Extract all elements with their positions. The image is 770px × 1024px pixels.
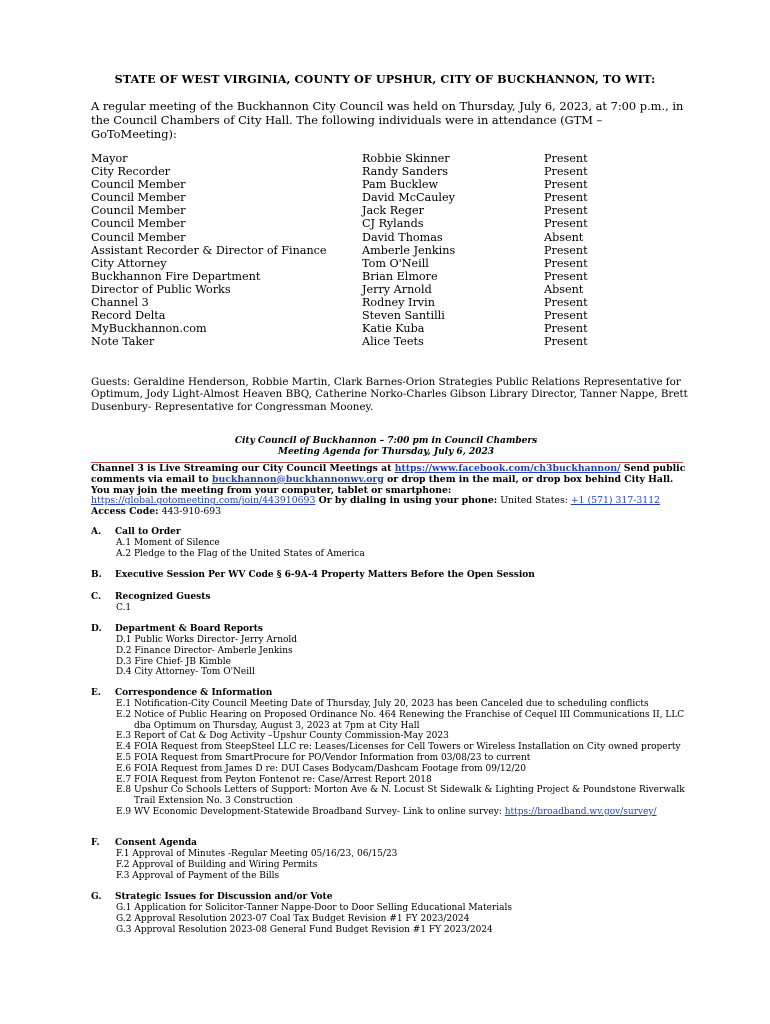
attendance-role: Buckhannon Fire Department (91, 269, 261, 283)
facebook-link[interactable]: https://www.facebook.com/ch3buckhannon/ (394, 463, 621, 474)
section-letter: G. (91, 892, 102, 902)
section-letter: D. (91, 624, 102, 634)
intro-paragraph: A regular meeting of the Buckhannon City Council was held on Thursday, July 6, 2023, at 7:00 p.m., in the Council Chambers of City Hall. The following individuals were in attendance (GTM – GoToMeeting): (91, 99, 684, 141)
section-title: Correspondence & Information (115, 688, 273, 698)
attendance-name: CJ Rylands (362, 217, 424, 231)
attendance-name: Jerry Arnold (362, 282, 432, 296)
agenda-section-e (91, 688, 691, 818)
attendance-status: Present (544, 256, 588, 270)
attendance-role: Council Member (91, 204, 186, 218)
agenda-item: E.6 FOIA Request from James D re: DUI Cases Bodycam/Dashcam Footage from 09/12/20 (116, 763, 526, 774)
attendance-status: Present (544, 269, 588, 283)
guests-paragraph: Guests: Geraldine Henderson, Robbie Martin, Clark Barnes-Orion Strategies Public Relations Representative for Optimum, Jody Light-Almost Heaven BBQ, Catherine Norko-Charles Gibson Library Director, Tanner Nappe, Brett Dusenbury- Representative for Congressman Mooney. (91, 376, 688, 413)
attendance-name: Katie Kuba (362, 322, 425, 336)
attendance-status: Present (544, 296, 588, 310)
section-title: Recognized Guests (115, 592, 211, 602)
stream-text: Channel 3 is Live Streaming our City Council Meetings at (91, 463, 395, 474)
stream-text: Send public comments via email to (91, 463, 686, 485)
stream-text: or drop them in the mail, or drop box behind City Hall. You may join the meeting from your computer, tablet or smartphone: (91, 473, 674, 496)
attendance-role: Council Member (91, 217, 186, 231)
attendance-name: Robbie Skinner (362, 152, 450, 165)
attendance-status: Present (544, 191, 588, 205)
agenda-item: G.1 Application for Solicitor-Tanner Nappe-Door to Door Selling Educational Materials (116, 903, 512, 913)
section-title: Strategic Issues for Discussion and/or Vote (115, 892, 333, 902)
agenda-item: G.3 Approval Resolution 2023-08 General Fund Budget Revision #1 FY 2023/2024 (116, 924, 493, 935)
section-title: Consent Agenda (115, 838, 198, 848)
gotomeeting-link[interactable]: https://global.gotomeeting.com/join/443910693 (91, 495, 316, 507)
attendance-name: Jack Reger (362, 204, 424, 218)
attendance-name: Tom O'Neill (362, 256, 429, 270)
attendance-role: Channel 3 (91, 296, 149, 310)
attendance-name: Rodney Irvin (362, 296, 435, 310)
access-code-value: 443-910-693 (158, 506, 222, 518)
attendance-status: Present (544, 178, 588, 192)
livestream-notice (91, 464, 691, 518)
attendance-status: Present (544, 152, 588, 165)
section-title: Department & Board Reports (115, 624, 263, 634)
phone-link[interactable]: +1 (571) 317-3112 (570, 495, 661, 507)
agenda-item: C.1 (116, 603, 132, 613)
email-link[interactable]: buckhannon@buckhannonwv.org (211, 473, 384, 485)
agenda-section-b (91, 570, 691, 581)
access-code-label: Access Code: (91, 506, 159, 518)
agenda-section-a (91, 527, 691, 560)
agenda-item: A.2 Pledge to the Flag of the United States of America (116, 548, 365, 559)
agenda-item: F.3 Approval of Payment of the Bills (116, 870, 280, 881)
attendance-role: Record Delta (91, 309, 166, 323)
attendance-status: Present (544, 204, 588, 218)
attendance-status: Absent (544, 230, 584, 244)
agenda-item: E.2 Notice of Public Hearing on Proposed Ordinance No. 464 Renewing the Franchise of Cequel III Communications II, LLC dba Optimum on Thursday, August 3, 2023 at 7pm at City Hall (116, 709, 685, 731)
agenda-item: D.2 Finance Director- Amberle Jenkins (116, 645, 293, 656)
attendance-name: Brian Elmore (362, 269, 438, 283)
attendance-role: MyBuckhannon.com (91, 322, 207, 336)
document-title: STATE OF WEST VIRGINIA, COUNTY OF UPSHUR, CITY OF BUCKHANNON, TO WIT: (114, 72, 656, 86)
agenda-section-c (91, 592, 691, 614)
attendance-role: Note Taker (91, 335, 155, 349)
agenda-item: E.5 FOIA Request from SmartProcure for PO/Vendor Information from 03/08/23 to current (116, 752, 531, 763)
attendance-roles-column (91, 152, 327, 348)
attendance-role: Director of Public Works (91, 282, 231, 296)
attendance-role: City Attorney (91, 256, 167, 270)
attendance-name: David Thomas (362, 230, 443, 244)
attendance-role: Council Member (91, 191, 186, 205)
section-letter: B. (91, 570, 102, 580)
section-letter: C. (91, 592, 102, 602)
section-title: Call to Order (115, 527, 181, 537)
agenda-item: E.7 FOIA Request from Peyton Fontenot re: Case/Arrest Report 2018 (116, 774, 432, 785)
section-letter: E. (91, 688, 101, 698)
agenda-item: A.1 Moment of Silence (116, 538, 220, 548)
agenda-item: D.3 Fire Chief- JB Kimble (116, 656, 231, 667)
attendance-role: Assistant Recorder & Director of Finance (91, 243, 327, 257)
broadband-survey-link[interactable]: https://broadband.wv.gov/survey/ (504, 806, 657, 817)
attendance-status: Present (544, 217, 588, 231)
agenda-item: E.1 Notification-City Council Meeting Date of Thursday, July 20, 2023 has been Canceled due to scheduling conflicts (116, 699, 649, 709)
section-title: Executive Session Per WV Code § 6-9A-4 Property Matters Before the Open Session (115, 570, 535, 580)
attendance-status: Present (544, 165, 588, 179)
section-letter: F. (91, 838, 100, 848)
attendance-role: Council Member (91, 178, 186, 192)
attendance-names-column (362, 152, 455, 348)
attendance-name: David McCauley (362, 191, 455, 205)
agenda-section-f (91, 838, 691, 881)
agenda-item-e9 (116, 807, 691, 818)
agenda-item: G.2 Approval Resolution 2023-07 Coal Tax Budget Revision #1 FY 2023/2024 (116, 913, 470, 924)
agenda-section-g (91, 892, 691, 935)
agenda-header (91, 436, 681, 458)
agenda-item: D.4 City Attorney- Tom O'Neill (116, 667, 255, 678)
attendance-name: Steven Santilli (362, 309, 445, 323)
attendance-status: Present (544, 335, 588, 349)
attendance-name: Pam Bucklew (362, 178, 439, 192)
attendance-name: Randy Sanders (362, 165, 449, 179)
agenda-section-d (91, 624, 691, 678)
stream-text: United States: (497, 495, 571, 507)
attendance-status-column (544, 152, 588, 348)
attendance-status: Present (544, 243, 588, 257)
agenda-header-line1: City Council of Buckhannon – 7:00 pm in Council Chambers (234, 436, 538, 446)
attendance-status: Absent (544, 282, 584, 296)
agenda-header-line2: Meeting Agenda for Thursday, July 6, 2023 (277, 447, 495, 457)
attendance-name: Amberle Jenkins (362, 243, 456, 257)
agenda-item: E.8 Upshur Co Schools Letters of Support: Morton Ave & N. Locust St Sidewalk & Lighting Project & Poundstone Riverwalk Trail Extension No. 3 Construction (116, 785, 685, 807)
agenda-item-text: E.9 WV Economic Development-Statewide Broadband Survey- Link to online survey: (116, 806, 505, 817)
agenda-item: F.2 Approval of Building and Wiring Permits (116, 859, 318, 870)
section-letter: A. (91, 527, 102, 537)
attendance-role: City Recorder (91, 165, 171, 179)
agenda-item: E.3 Report of Cat & Dog Activity –Upshur County Commission-May 2023 (116, 731, 449, 742)
attendance-role: Mayor (91, 152, 128, 165)
agenda-item: E.4 FOIA Request from SteepSteel LLC re: Leases/Licenses for Cell Towers or Wireless Installation on City owned property (116, 742, 681, 753)
attendance-status: Present (544, 309, 588, 323)
stream-text: Or by dialing in using your phone: (315, 495, 498, 507)
attendance-role: Council Member (91, 230, 186, 244)
attendance-name: Alice Teets (362, 335, 424, 349)
agenda-item: D.1 Public Works Director- Jerry Arnold (116, 635, 298, 645)
attendance-status: Present (544, 322, 588, 336)
agenda-item: F.1 Approval of Minutes -Regular Meeting 05/16/23, 06/15/23 (116, 849, 398, 859)
